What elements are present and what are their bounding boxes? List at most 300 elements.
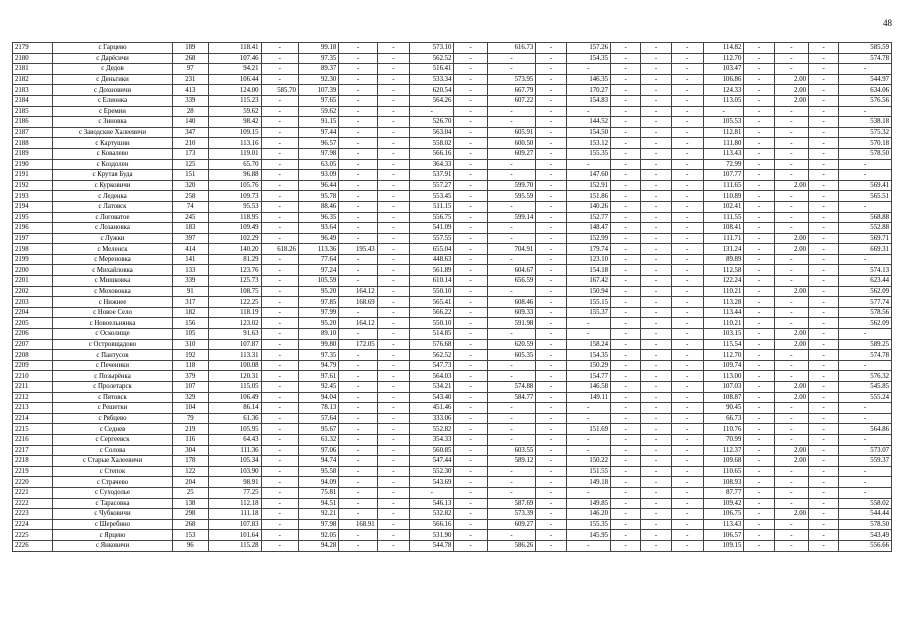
value-cell: 97	[172, 64, 208, 75]
value-cell: -	[744, 233, 774, 244]
value-cell: 101.64	[208, 530, 261, 541]
value-cell: 576.32	[839, 371, 892, 382]
value-cell: 77.64	[298, 254, 338, 265]
value-cell: 99.18	[298, 43, 338, 54]
value-cell: 565.51	[839, 191, 892, 202]
value-cell: -	[261, 265, 298, 276]
value-cell: 152.99	[566, 233, 610, 244]
value-cell: -	[744, 191, 774, 202]
value-cell: 150.94	[566, 286, 610, 297]
value-cell: -	[671, 413, 703, 424]
settlement-name-cell: с Чубковичи	[53, 509, 172, 520]
value-cell: 451.46	[410, 403, 454, 414]
value-cell: -	[839, 434, 892, 445]
value-cell: 364.33	[410, 159, 454, 170]
value-cell: -	[744, 85, 774, 96]
value-cell: 183	[172, 223, 208, 234]
value-cell: -	[377, 339, 409, 350]
value-cell: 2.00	[774, 509, 808, 520]
table-row	[13, 85, 892, 96]
value-cell: -	[261, 201, 298, 212]
value-cell: 154.50	[566, 127, 610, 138]
value-cell: -	[487, 254, 535, 265]
value-cell: -	[261, 519, 298, 530]
value-cell: -	[611, 170, 641, 181]
settlement-name-cell: с Шеребино	[53, 519, 172, 530]
value-cell: -	[671, 424, 703, 435]
value-cell: -	[261, 403, 298, 414]
value-cell: -	[536, 254, 566, 265]
value-cell: -	[744, 276, 774, 287]
value-cell: -	[261, 117, 298, 128]
value-cell: 91	[172, 286, 208, 297]
value-cell: -	[671, 201, 703, 212]
value-cell: -	[641, 43, 671, 54]
table-row	[13, 127, 892, 138]
value-cell: -	[536, 74, 566, 85]
value-cell: -	[809, 318, 839, 329]
value-cell: 104	[172, 403, 208, 414]
value-cell: -	[641, 244, 671, 255]
value-cell: -	[611, 307, 641, 318]
value-cell: -	[641, 286, 671, 297]
value-cell: 97.35	[298, 53, 338, 64]
value-cell: -	[566, 106, 610, 117]
value-cell: 88.46	[298, 201, 338, 212]
table-row	[13, 148, 892, 159]
value-cell: -	[261, 498, 298, 509]
settlement-name-cell: с Мереновка	[53, 254, 172, 265]
value-cell: 95.20	[298, 286, 338, 297]
value-cell: -	[339, 392, 377, 403]
table-row	[13, 519, 892, 530]
value-cell: -	[339, 53, 377, 64]
row-number-cell: 2219	[13, 466, 53, 477]
value-cell: -	[671, 307, 703, 318]
settlement-name-cell: с Ярцево	[53, 530, 172, 541]
value-cell: -	[377, 223, 409, 234]
value-cell: -	[774, 413, 808, 424]
value-cell: 333.06	[410, 413, 454, 424]
table-row	[13, 244, 892, 255]
value-cell: 122.24	[703, 276, 743, 287]
value-cell: -	[641, 445, 671, 456]
value-cell: -	[339, 106, 377, 117]
value-cell: -	[671, 360, 703, 371]
value-cell: -	[454, 106, 487, 117]
value-cell: -	[611, 382, 641, 393]
value-cell: -	[487, 424, 535, 435]
value-cell: 115.28	[208, 540, 261, 551]
value-cell: -	[809, 212, 839, 223]
value-cell: 573.39	[487, 509, 535, 520]
value-cell: -	[744, 307, 774, 318]
value-cell: 541.09	[410, 223, 454, 234]
settlement-name-cell: с Пятовск	[53, 392, 172, 403]
value-cell: -	[809, 95, 839, 106]
value-cell: -	[454, 318, 487, 329]
value-cell: 107.87	[208, 339, 261, 350]
value-cell: 564.03	[410, 371, 454, 382]
value-cell: -	[454, 53, 487, 64]
settlement-name-cell: с Заводские Халеевичи	[53, 127, 172, 138]
table-row	[13, 297, 892, 308]
value-cell: 153	[172, 530, 208, 541]
value-cell: -	[536, 244, 566, 255]
value-cell: 589.25	[839, 339, 892, 350]
value-cell: -	[774, 487, 808, 498]
value-cell: 616.73	[487, 43, 535, 54]
table-row	[13, 286, 892, 297]
value-cell: 108.87	[703, 392, 743, 403]
value-cell: 607.22	[487, 95, 535, 106]
value-cell: 87.77	[703, 487, 743, 498]
value-cell: -	[641, 360, 671, 371]
value-cell: -	[536, 329, 566, 340]
row-number-cell: 2214	[13, 413, 53, 424]
value-cell: -	[744, 286, 774, 297]
value-cell: -	[454, 329, 487, 340]
value-cell: -	[641, 254, 671, 265]
value-cell: -	[487, 434, 535, 445]
value-cell: 151.69	[566, 424, 610, 435]
value-cell: -	[744, 43, 774, 54]
value-cell: 543.40	[410, 392, 454, 403]
value-cell: 569.41	[839, 180, 892, 191]
value-cell: 210	[172, 138, 208, 149]
value-cell: 562.52	[410, 350, 454, 361]
value-cell: 2.00	[774, 456, 808, 467]
value-cell: 556.75	[410, 212, 454, 223]
value-cell: 2.00	[774, 180, 808, 191]
value-cell: -	[536, 466, 566, 477]
value-cell: -	[744, 371, 774, 382]
value-cell: 63.05	[298, 159, 338, 170]
value-cell: -	[809, 466, 839, 477]
value-cell: -	[339, 434, 377, 445]
value-cell: -	[487, 53, 535, 64]
value-cell: -	[261, 254, 298, 265]
table-row	[13, 487, 892, 498]
value-cell: -	[611, 445, 641, 456]
table-row	[13, 392, 892, 403]
row-number-cell: 2200	[13, 265, 53, 276]
value-cell: -	[809, 339, 839, 350]
value-cell: 182	[172, 307, 208, 318]
value-cell: -	[566, 329, 610, 340]
table-row	[13, 307, 892, 318]
page-number: 48	[883, 18, 892, 28]
value-cell: 562.52	[410, 53, 454, 64]
value-cell: 2.00	[774, 445, 808, 456]
value-cell: -	[641, 371, 671, 382]
value-cell: -	[809, 64, 839, 75]
value-cell: -	[339, 477, 377, 488]
value-cell: 109.42	[703, 498, 743, 509]
value-cell: -	[839, 466, 892, 477]
value-cell: 599.70	[487, 180, 535, 191]
value-cell: 545.85	[839, 382, 892, 393]
value-cell: -	[261, 350, 298, 361]
value-cell: -	[536, 201, 566, 212]
value-cell: -	[611, 466, 641, 477]
value-cell: -	[454, 43, 487, 54]
value-cell: 97.85	[298, 297, 338, 308]
value-cell: 172.05	[339, 339, 377, 350]
value-cell: 556.66	[839, 540, 892, 551]
row-number-cell: 2226	[13, 540, 53, 551]
value-cell: 95.53	[208, 201, 261, 212]
value-cell: -	[454, 540, 487, 551]
value-cell: 544.97	[839, 74, 892, 85]
settlement-name-cell: с Янковичи	[53, 540, 172, 551]
value-cell: -	[809, 519, 839, 530]
value-cell: 113.16	[208, 138, 261, 149]
settlement-name-cell: с Старые Халеевичи	[53, 456, 172, 467]
value-cell: 28	[172, 106, 208, 117]
value-cell: -	[744, 487, 774, 498]
value-cell: -	[611, 64, 641, 75]
settlement-name-cell: с Новое Село	[53, 307, 172, 318]
value-cell: -	[744, 498, 774, 509]
value-cell: 317	[172, 297, 208, 308]
value-cell: -	[774, 191, 808, 202]
table-row	[13, 254, 892, 265]
value-cell: -	[611, 233, 641, 244]
value-cell: -	[671, 276, 703, 287]
value-cell: 124.33	[703, 85, 743, 96]
value-cell: -	[536, 350, 566, 361]
value-cell: -	[774, 477, 808, 488]
row-number-cell: 2210	[13, 371, 53, 382]
value-cell: -	[611, 329, 641, 340]
value-cell: 96.44	[298, 180, 338, 191]
value-cell: -	[339, 403, 377, 414]
value-cell: -	[536, 53, 566, 64]
value-cell: -	[809, 233, 839, 244]
value-cell: -	[536, 307, 566, 318]
settlement-name-cell: с Рябцево	[53, 413, 172, 424]
value-cell: -	[809, 424, 839, 435]
value-cell: -	[809, 392, 839, 403]
value-cell: -	[339, 64, 377, 75]
value-cell: 587.69	[487, 498, 535, 509]
table-row	[13, 43, 892, 54]
value-cell: 72.99	[703, 159, 743, 170]
value-cell: -	[339, 138, 377, 149]
value-cell: -	[339, 509, 377, 520]
value-cell: -	[744, 64, 774, 75]
value-cell: 566.16	[410, 148, 454, 159]
value-cell: -	[454, 95, 487, 106]
value-cell: -	[611, 106, 641, 117]
value-cell: -	[809, 127, 839, 138]
value-cell: 555.24	[839, 392, 892, 403]
row-number-cell: 2187	[13, 127, 53, 138]
value-cell: -	[536, 434, 566, 445]
value-cell: -	[536, 106, 566, 117]
table-row	[13, 424, 892, 435]
value-cell: -	[454, 403, 487, 414]
table-row	[13, 170, 892, 181]
value-cell: -	[744, 382, 774, 393]
table-row	[13, 74, 892, 85]
value-cell: 231	[172, 74, 208, 85]
settlement-name-cell: с Новоельнянка	[53, 318, 172, 329]
value-cell: -	[536, 85, 566, 96]
row-number-cell: 2209	[13, 360, 53, 371]
value-cell: -	[536, 138, 566, 149]
value-cell: -	[809, 456, 839, 467]
value-cell: -	[774, 424, 808, 435]
value-cell: -	[339, 95, 377, 106]
value-cell: -	[339, 117, 377, 128]
value-cell: -	[671, 265, 703, 276]
value-cell: -	[671, 350, 703, 361]
value-cell: -	[566, 434, 610, 445]
value-cell: -	[487, 413, 535, 424]
value-cell: -	[774, 127, 808, 138]
settlement-name-cell: с Решетки	[53, 403, 172, 414]
value-cell: -	[454, 212, 487, 223]
row-number-cell: 2220	[13, 477, 53, 488]
value-cell: -	[611, 477, 641, 488]
value-cell: -	[611, 180, 641, 191]
value-cell: -	[339, 201, 377, 212]
value-cell: -	[744, 477, 774, 488]
table-row	[13, 445, 892, 456]
value-cell: -	[671, 43, 703, 54]
value-cell: -	[641, 159, 671, 170]
settlement-name-cell: с Михайловка	[53, 265, 172, 276]
value-cell: -	[536, 530, 566, 541]
value-cell: 149.11	[566, 392, 610, 403]
value-cell: -	[261, 392, 298, 403]
value-cell: -	[377, 530, 409, 541]
table-row	[13, 233, 892, 244]
value-cell: -	[744, 159, 774, 170]
value-cell: -	[744, 117, 774, 128]
settlement-name-cell: с Деньгики	[53, 74, 172, 85]
value-cell: 578.50	[839, 148, 892, 159]
value-cell: -	[774, 466, 808, 477]
value-cell: 574.78	[839, 350, 892, 361]
value-cell: -	[839, 254, 892, 265]
value-cell: -	[744, 519, 774, 530]
value-cell: -	[377, 424, 409, 435]
value-cell: -	[377, 117, 409, 128]
value-cell: 170.27	[566, 85, 610, 96]
value-cell: -	[671, 95, 703, 106]
row-number-cell: 2186	[13, 117, 53, 128]
value-cell: -	[671, 233, 703, 244]
value-cell: -	[339, 424, 377, 435]
row-number-cell: 2192	[13, 180, 53, 191]
value-cell: 573.95	[487, 74, 535, 85]
value-cell: 94.21	[208, 64, 261, 75]
value-cell: 526.70	[410, 117, 454, 128]
row-number-cell: 2197	[13, 233, 53, 244]
value-cell: -	[454, 477, 487, 488]
value-cell: 144.52	[566, 117, 610, 128]
value-cell: 140.26	[566, 201, 610, 212]
value-cell: -	[377, 148, 409, 159]
value-cell: -	[641, 53, 671, 64]
value-cell: 103.47	[703, 64, 743, 75]
value-cell: 78.13	[298, 403, 338, 414]
value-cell: -	[744, 456, 774, 467]
value-cell: -	[774, 318, 808, 329]
value-cell: -	[261, 276, 298, 287]
value-cell: -	[611, 392, 641, 403]
value-cell: -	[611, 85, 641, 96]
value-cell: -	[641, 148, 671, 159]
value-cell: -	[454, 265, 487, 276]
value-cell: 219	[172, 424, 208, 435]
value-cell: -	[774, 350, 808, 361]
value-cell: 97.44	[298, 127, 338, 138]
value-cell: 97.61	[298, 371, 338, 382]
value-cell: -	[377, 159, 409, 170]
row-number-cell: 2188	[13, 138, 53, 149]
table-row	[13, 191, 892, 202]
value-cell: -	[744, 392, 774, 403]
value-cell: 591.98	[487, 318, 535, 329]
value-cell: -	[744, 403, 774, 414]
value-cell: -	[671, 254, 703, 265]
value-cell: -	[487, 64, 535, 75]
value-cell: -	[261, 138, 298, 149]
value-cell: -	[339, 223, 377, 234]
value-cell: -	[809, 540, 839, 551]
value-cell: 147.60	[566, 170, 610, 181]
value-cell: -	[261, 159, 298, 170]
value-cell: 146.35	[566, 74, 610, 85]
value-cell: -	[611, 360, 641, 371]
settlement-name-cell: с Елионка	[53, 95, 172, 106]
value-cell: -	[809, 106, 839, 117]
value-cell: 107.39	[298, 85, 338, 96]
value-cell: 113.28	[703, 297, 743, 308]
value-cell: 511.15	[410, 201, 454, 212]
table-row	[13, 540, 892, 551]
value-cell: 544.44	[839, 509, 892, 520]
value-cell: -	[611, 43, 641, 54]
value-cell: -	[671, 371, 703, 382]
value-cell: 534.21	[410, 382, 454, 393]
value-cell: -	[536, 424, 566, 435]
value-cell: -	[377, 180, 409, 191]
value-cell: -	[641, 223, 671, 234]
value-cell: 562.09	[839, 286, 892, 297]
value-cell: -	[744, 265, 774, 276]
value-cell: 158.24	[566, 339, 610, 350]
value-cell: -	[261, 127, 298, 138]
value-cell: -	[339, 329, 377, 340]
value-cell: 111.18	[208, 509, 261, 520]
value-cell: 145.95	[566, 530, 610, 541]
value-cell: -	[809, 445, 839, 456]
value-cell: -	[809, 191, 839, 202]
value-cell: -	[611, 127, 641, 138]
value-cell: -	[454, 138, 487, 149]
value-cell: -	[536, 265, 566, 276]
table-row	[13, 180, 892, 191]
value-cell: -	[261, 360, 298, 371]
value-cell: -	[377, 64, 409, 75]
value-cell: 151	[172, 170, 208, 181]
value-cell: -	[454, 371, 487, 382]
